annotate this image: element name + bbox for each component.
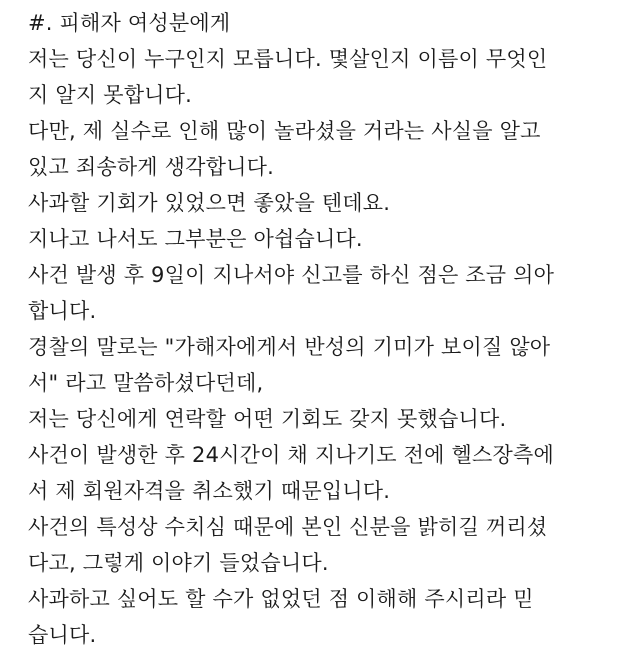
text-line: 사건이 발생한 후 24시간이 채 지나기도 전에 헬스장측에 — [28, 443, 554, 467]
text-line: 다고, 그렇게 이야기 들었습니다. — [28, 551, 329, 575]
text-line: 사건의 특성상 수치심 때문에 본인 신분을 밝히길 꺼리셨 — [28, 515, 548, 539]
text-line: 지나고 나서도 그부분은 아쉽습니다. — [28, 227, 363, 251]
text-line: 사건 발생 후 9일이 지나서야 신고를 하신 점은 조금 의아 — [28, 263, 555, 287]
text-line: 저는 당신에게 연락할 어떤 기회도 갖지 못했습니다. — [28, 407, 507, 431]
text-line: 사과하고 싶어도 할 수가 없었던 점 이해해 주시리라 믿 — [28, 587, 534, 611]
text-line: 다만, 제 실수로 인해 많이 놀라셨을 거라는 사실을 알고 — [28, 119, 541, 143]
text-line: 합니다. — [28, 299, 97, 323]
text-line: 서 제 회원자격을 취소했기 때문입니다. — [28, 479, 391, 503]
letter-text-block — [28, 6, 628, 662]
text-line: 습니다. — [28, 623, 97, 647]
text-line: 있고 죄송하게 생각합니다. — [28, 155, 274, 179]
text-line: 서" 라고 말씀하셨다던데, — [28, 371, 264, 395]
text-line: 지 알지 못합니다. — [28, 83, 193, 107]
text-line: 저는 당신이 누구인지 모릅니다. 몇살인지 이름이 무엇인 — [28, 47, 548, 71]
text-line: 사과할 기회가 있었으면 좋았을 텐데요. — [28, 191, 391, 215]
text-line: 경찰의 말로는 "가해자에게서 반성의 기미가 보이질 않아 — [28, 335, 551, 359]
letter-heading: #. 피해자 여성분에게 — [28, 11, 231, 35]
